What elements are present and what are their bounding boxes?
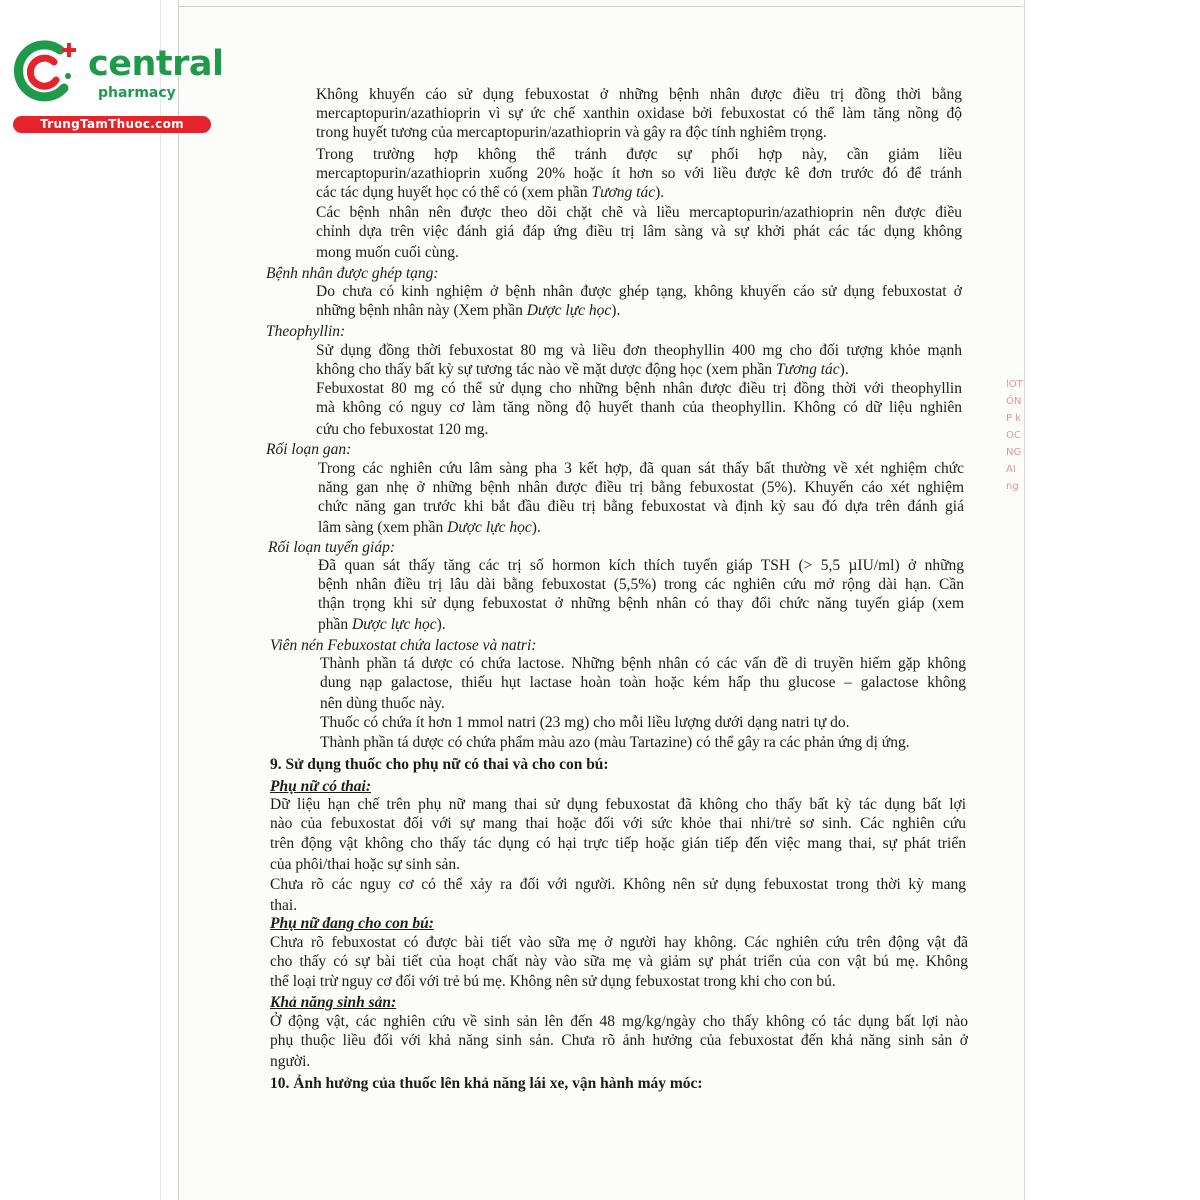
stamp-text: AI [1006,464,1016,475]
text-line: Dữ liệu hạn chế trên phụ nữ mang thai sử dụng febuxostat đã không cho thấy bất kỳ tác dụng bất lợi [270,796,966,813]
text-line: Đã quan sát thấy tăng các trị số hormon kích thích tuyến giáp TSH (> 5,5 µIU/ml) ở những [318,557,964,574]
text-segment: ). [531,519,541,536]
text-segment: lâm sàng (xem phần [318,519,448,536]
text-line: chức năng gan trước khi bắt đầu điều trị bằng febuxostat và định kỳ sau đó dựa trên đánh giá [318,498,964,515]
text-line: thận trọng khi sử dụng febuxostat ở những bệnh nhân có thay đổi chức năng tuyến giáp (xem [318,595,964,612]
text-line: Các bệnh nhân nên được theo dõi chặt chẽ và liều mercaptopurin/azathioprin nên được điều [316,204,962,221]
text-line: nào của febuxostat đối với sự mang thai hoặc đối với sức khỏe thai nhi/trẻ sơ sinh. Các nghiên cứu [270,815,966,832]
text-segment: ). [839,361,849,378]
text-line: mercaptopurin/azathioprin xuống 20% hoặc ít hơn so với liều được kê đơn trước đó để tránh [316,165,962,182]
text-line: trên động vật không cho thấy tác dụng có hại trực tiếp hoặc gián tiếp đến việc mang thai, sự phát triển [270,835,966,852]
text-segment: ). [436,616,446,633]
text-line: Không khuyến cáo sử dụng febuxostat ở những bệnh nhân được điều trị đồng thời bằng [316,86,962,103]
text-segment: những bệnh nhân này (Xem phần [316,302,527,319]
subsection-heading: Phụ nữ đang cho con bú: [270,915,434,932]
section-heading-10: 10. Ảnh hưởng của thuốc lên khả năng lái xe, vận hành máy móc: [270,1075,703,1092]
text-line: Trong trường hợp không thể tránh được sự phối hợp này, cần giảm liều [316,146,962,163]
stamp-text: NG [1006,447,1022,458]
text-line [316,301,620,320]
section-reference: Tương tác [591,184,656,201]
section-reference: Dược lực học [352,616,437,633]
stamp-text: ÔN [1006,396,1022,407]
text-line: chỉnh dựa trên việc đánh giá đáp ứng điều trị lâm sàng và sự khởi phát các tác dụng không [316,223,962,240]
text-line: người. [270,1053,311,1070]
text-line: trong huyết tương của mercaptopurin/azathioprin và gây ra độc tính nghiêm trọng. [316,124,827,141]
subsection-heading: Theophyllin: [266,323,346,340]
text-line: mong muốn cuối cùng. [316,244,459,261]
text-line: cứu cho febuxostat 120 mg. [316,421,489,438]
text-line: Thành phần tá dược có chứa lactose. Những bệnh nhân có các vấn đề di truyền hiếm gặp không [320,655,966,672]
text-line: Febuxostat 80 mg có thể sử dụng cho những bệnh nhân được điều trị đồng thời với theophyllin [316,380,962,397]
text-line: Thuốc có chứa ít hơn 1 mmol natri (23 mg) cho mỗi liều lượng dưới dạng natri tự do. [320,714,850,731]
text-line [318,615,446,634]
subsection-heading: Rối loạn gan: [266,441,352,458]
text-segment: ). [611,302,621,319]
text-line: Sử dụng đồng thời febuxostat 80 mg và liều đơn theophyllin 400 mg cho đối tượng khỏe mạnh [316,342,962,359]
subsection-heading: Bệnh nhân được ghép tạng: [266,265,439,282]
stamp-text: ng [1006,481,1019,492]
text-line: Chưa rõ các nguy cơ có thể xảy ra đối với người. Không nên sử dụng febuxostat trong thời kỳ mang [270,876,966,893]
section-reference: Dược lực học [447,519,532,536]
subsection-heading: Viên nén Febuxostat chứa lactose và natri: [270,637,537,654]
text-segment: phần [318,616,353,633]
text-line: thể loại trừ nguy cơ đối với trẻ bú mẹ. Không nên sử dụng febuxostat trong khi cho con bú. [270,973,836,990]
text-line: nên dùng thuốc này. [320,695,445,712]
brand-website: TrungTamThuoc.com [13,116,211,133]
text-line: của phôi/thai hoặc sự sinh sản. [270,856,461,873]
text-line: bệnh nhân điều trị lâu dài bằng febuxostat (5,5%) trong các nghiên cứu mở rộng dài hạn. Cần [318,576,964,593]
stamp-text: P k [1006,413,1021,424]
text-line [316,183,664,202]
subsection-heading: Phụ nữ có thai: [270,778,372,795]
section-heading-9: 9. Sử dụng thuốc cho phụ nữ có thai và cho con bú: [270,756,609,773]
text-line: Chưa rõ febuxostat có được bài tiết vào sữa mẹ ở người hay không. Các nghiên cứu trên động vật đã [270,934,968,951]
stamp-text: OC [1006,430,1021,441]
brand-subtitle: pharmacy [98,85,176,101]
text-line [318,518,541,537]
text-segment: không cho thấy bất kỳ sự tương tác nào về mặt dược động học (xem phần [316,361,776,378]
text-line: Thành phần tá dược có chứa phẩm màu azo (màu Tartazine) có thể gây ra các phản ứng dị ứng. [320,734,910,751]
brand-name: central [88,44,224,84]
text-line [316,360,849,379]
text-segment: các tác dụng huyết học có thể có (xem phần [316,184,592,201]
text-line: năng gan nhẹ ở những bệnh nhân được điều trị bằng febuxostat (5%). Khuyến cáo xét nghiệm [318,479,964,496]
subsection-heading: Rối loạn tuyến giáp: [268,539,395,556]
text-line: cho thấy có sự bài tiết của hoạt chất này vào sữa mẹ và giảm sự phát triển của con vật bú mẹ. Không [270,953,968,970]
text-line: thai. [270,897,298,914]
text-line: dung nạp galactose, thiếu hụt lactase hoàn toàn hoặc kém hấp thu glucose – galactose không [320,674,966,691]
text-segment: ). [655,184,665,201]
text-line: phụ thuộc liều đối với khả năng sinh sản. Chưa rõ ảnh hưởng của febuxostat đến khả năng sinh sản ở [270,1032,968,1049]
text-line: mercaptopurin/azathioprin vì sự ức chế xanthin oxidase bởi febuxostat có thể làm tăng nồng độ [316,105,962,122]
text-line: Ở động vật, các nghiên cứu về sinh sản lên đến 48 mg/kg/ngày cho thấy không có tác dụng bất lợi nào [270,1013,968,1030]
section-reference: Dược lực học [526,302,612,319]
stamp-text: lOT [1006,379,1023,390]
text-line: mà không có nguy cơ làm tăng nồng độ huyết thanh của theophyllin. Không có dữ liệu nghiên [316,399,962,416]
section-reference: Tương tác [776,361,840,378]
text-line: Do chưa có kinh nghiệm ở bệnh nhân được ghép tạng, không khuyến cáo sử dụng febuxostat ở [316,283,962,300]
text-line: Trong các nghiên cứu lâm sàng pha 3 kết hợp, đã quan sát thấy bất thường về xét nghiệm chức [318,460,964,477]
subsection-heading: Khả năng sinh sản: [270,994,397,1011]
